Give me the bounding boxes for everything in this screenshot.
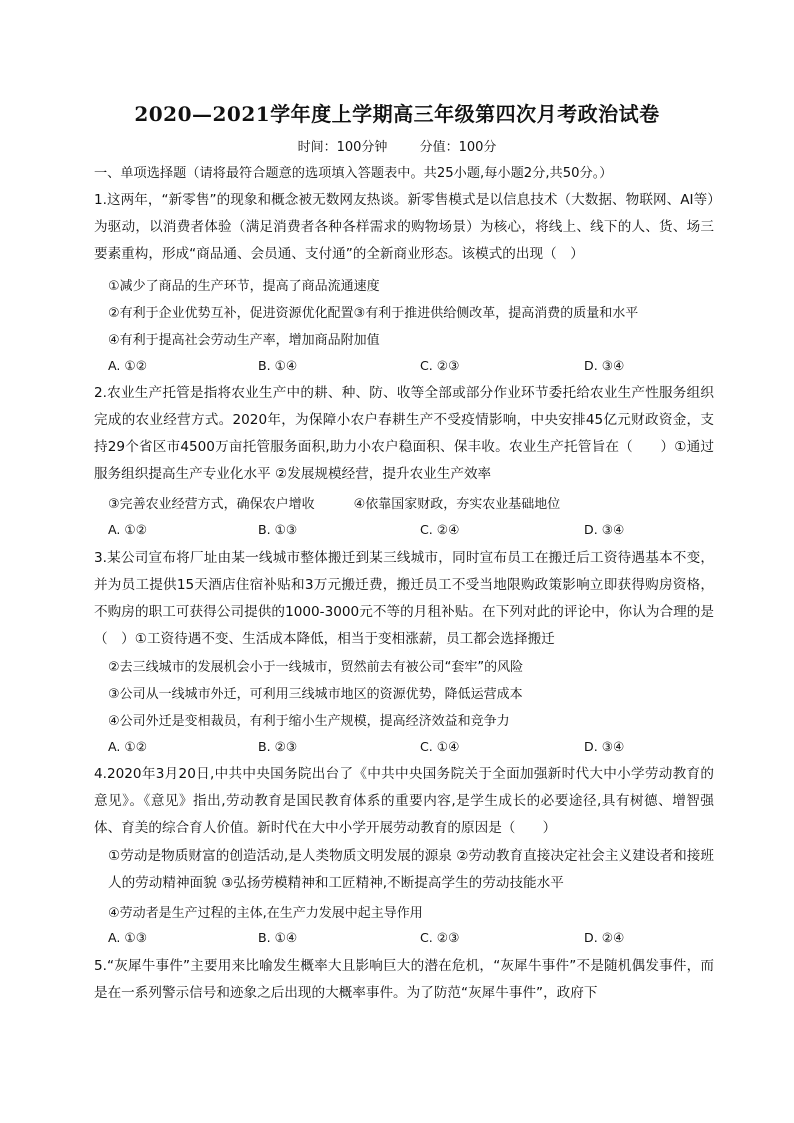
question-3-statement-2: ③公司从一线城市外迁，可利用三线城市地区的资源优势，降低运营成本: [108, 687, 523, 702]
choice-c: C. ②③: [420, 358, 460, 373]
choice-c: C. ②④: [420, 522, 460, 537]
exam-meta: [0, 136, 794, 155]
question-1-statement-3: ④有利于提高社会劳动生产率，增加商品附加值: [108, 333, 380, 348]
choice-b: B. ①④: [258, 930, 298, 945]
question-1-statement-1: ①减少了商品的生产环节，提高了商品流通速度: [108, 279, 380, 294]
choice-a: A. ①②: [108, 358, 147, 373]
section-heading: 一、单项选择题（请将最符合题意的选项填入答题表中。共25小题,每小题2分,共50分。）: [94, 166, 613, 181]
choice-c: C. ②③: [420, 930, 460, 945]
exam-score: 分值：100分: [419, 140, 497, 155]
choice-b: B. ①③: [258, 522, 298, 537]
question-2-stem: 2.农业生产托管是指将农业生产中的耕、种、防、收等全部或部分作业环节委托给农业生产性服务组织完成的农业经营方式。2020年，为保障小农户春耕生产不受疫情影响，中央安排45亿元财政资金，支持29个省区市4500万亩托管服务面积,助力小农户稳面积、保丰收。农业生产托管旨在（ ）①通过服务组织提高生产专业化水平 ②发展规模经营，提升农业生产效率: [94, 385, 714, 482]
question-4-stem: 4.2020年3月20日,中共中央国务院出台了《中共中央国务院关于全面加强新时代大中小学劳动教育的意见》。《意见》指出,劳动教育是国民教育体系的重要内容,是学生成长的必要途径,具有树德、增智强体、育美的综合育人价值。新时代在大中小学开展劳动教育的原因是（ ）: [94, 766, 714, 836]
question-5-stem: 5.“灰犀牛事件”主要用来比喻发生概率大且影响巨大的潜在危机，“灰犀牛事件”不是随机偶发事件，而是在一系列警示信号和迹象之后出现的大概率事件。为了防范“灰犀牛事件”，政府下: [94, 958, 714, 1001]
choice-d: D. ③④: [584, 739, 625, 754]
choice-a: A. ①②: [108, 739, 147, 754]
choice-d: D. ③④: [584, 358, 625, 373]
choice-b: B. ①④: [258, 358, 298, 373]
choice-d: D. ③④: [584, 522, 625, 537]
question-3-statement-3: ④公司外迁是变相裁员，有利于缩小生产规模，提高经济效益和竞争力: [108, 714, 510, 729]
choice-b: B. ②③: [258, 739, 298, 754]
exam-title: 2020—2021学年度上学期高三年级第四次月考政治试卷: [134, 102, 660, 126]
question-1-stem: 1.这两年，“新零售”的现象和概念被无数网友热谈。新零售模式是以信息技术（大数据、物联网、AI等）为驱动，以消费者体验（满足消费者各种各样需求的购物场景）为核心，将线上、线下的人、货、场三要素重构，形成“商品通、会员通、支付通”的全新商业形态。该模式的出现（ ）: [94, 192, 714, 262]
question-3-stem: 3.某公司宣布将厂址由某一线城市整体搬迁到某三线城市，同时宣布员工在搬迁后工资待遇基本不变，并为员工提供15天酒店住宿补贴和3万元搬迁费，搬迁员工不受当地限购政策影响立即获得购房资格，不购房的职工可获得公司提供的1000-3000元不等的月租补贴。在下列对此的评论中，你认为合理的是（ ）①工资待遇不变、生活成本降低，相当于变相涨薪，员工都会选择搬迁: [94, 550, 714, 647]
choice-c: C. ①④: [420, 739, 460, 754]
choice-a: A. ①②: [108, 522, 147, 537]
question-3-statement-1: ②去三线城市的发展机会小于一线城市，贸然前去有被公司“套牢”的风险: [108, 660, 524, 675]
choice-a: A. ①③: [108, 930, 147, 945]
exam-time: 时间：100分钟: [297, 140, 388, 155]
question-4-statement-2: ④劳动者是生产过程的主体,在生产力发展中起主导作用: [108, 906, 423, 921]
question-4-statement-1: ①劳动是物质财富的创造活动,是人类物质文明发展的源泉 ②劳动教育直接决定社会主义建设者和接班人的劳动精神面貌 ③弘扬劳模精神和工匠精神,不断提高学生的劳动技能水平: [108, 848, 714, 891]
question-2-statement-1: ③完善农业经营方式，确保农户增收 ④依靠国家财政，夯实农业基础地位: [108, 497, 561, 512]
choice-d: D. ②④: [584, 930, 625, 945]
question-1-statement-2: ②有利于企业优势互补，促进资源优化配置③有利于推进供给侧改革，提高消费的质量和水平: [108, 306, 639, 321]
